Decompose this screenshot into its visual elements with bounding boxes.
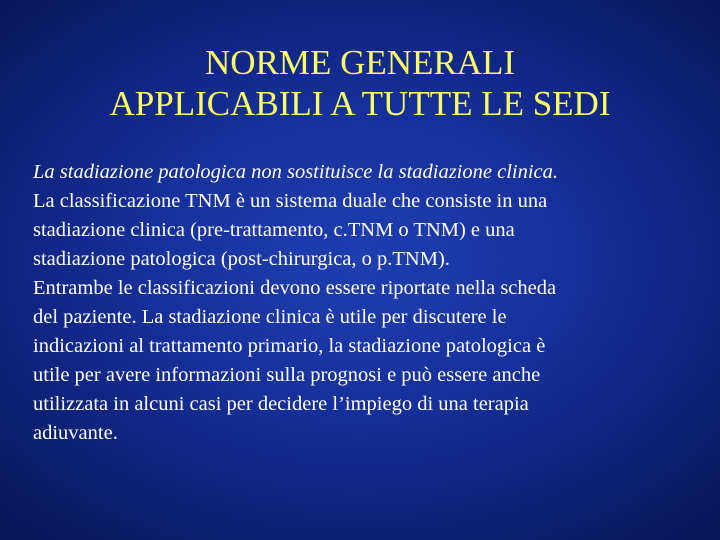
body-line-3: stadiazione clinica (pre-trattamento, c.TNM o TNM) e una <box>33 219 515 241</box>
body-line-8: utile per avere informazioni sulla prognosi e può essere anche <box>33 364 541 386</box>
body-line-1: La stadiazione patologica non sostituisce la stadiazione clinica. <box>33 161 559 183</box>
body-line-9: utilizzata in alcuni casi per decidere l’impiego di una terapia <box>33 393 529 415</box>
slide-title-line-1: NORME GENERALI <box>204 43 516 82</box>
body-line-10: adiuvante. <box>33 422 118 444</box>
body-line-6: del paziente. La stadiazione clinica è utile per discutere le <box>33 306 507 328</box>
body-line-2: La classificazione TNM è un sistema duale che consiste in una <box>33 190 548 212</box>
slide-body <box>33 158 703 448</box>
body-line-5: Entrambe le classificazioni devono essere riportate nella scheda <box>33 277 557 299</box>
body-line-7: indicazioni al trattamento primario, la stadiazione patologica è <box>33 335 546 357</box>
body-line-4: stadiazione patologica (post-chirurgica, o p.TNM). <box>33 248 450 270</box>
slide-title <box>0 42 720 124</box>
slide-title-line-2: APPLICABILI A TUTTE LE SEDI <box>109 84 611 123</box>
